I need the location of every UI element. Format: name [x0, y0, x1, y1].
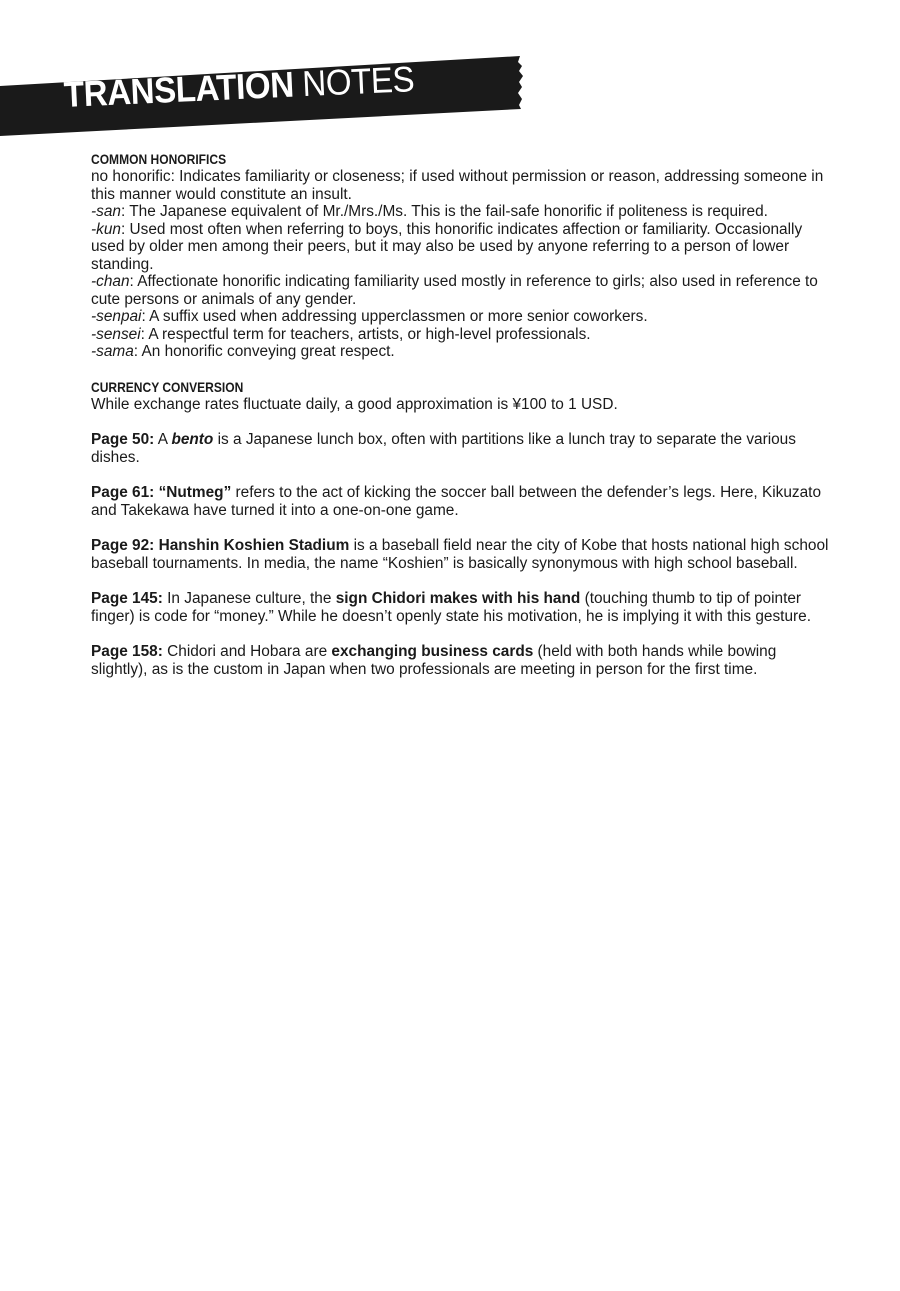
note-term: bento [171, 431, 214, 448]
note-text: (touching thumb to tip of pointer finger) is code for “money.” While he doesn’t openly state his motivation, he is implying it with this gesture. [91, 590, 811, 625]
note-page-158 [91, 643, 831, 678]
honorific-term: -senpai [91, 308, 142, 325]
note-text: In Japanese culture, the [162, 590, 336, 607]
spacer [91, 625, 831, 643]
honorific-entry-san [91, 203, 831, 221]
note-text: A [154, 431, 172, 448]
note-page-label: Page 50: [91, 431, 155, 448]
spacer [91, 572, 831, 590]
spacer [91, 361, 831, 379]
note-page-145 [91, 590, 831, 625]
honorific-entry-senpai [91, 308, 831, 326]
honorific-entry-chan [91, 273, 831, 308]
note-page-50 [91, 431, 831, 466]
page-title-word-2: NOTES [301, 58, 415, 105]
note-text: is a baseball field near the city of Kobe that hosts national high school baseball tournaments. In media, the name “Koshien” is basically synonymous with high school baseball. [91, 537, 829, 572]
note-page-61 [91, 484, 831, 519]
note-term: “Nutmeg” [158, 484, 232, 501]
honorific-definition: : Indicates familiarity or closeness; if used without permission or reason, addressing someone in this manner would constitute an insult. [91, 168, 824, 203]
page-title-word-1: TRANSLATION [63, 63, 295, 115]
honorific-entry-none [91, 168, 831, 203]
note-page-label: Page 145: [91, 590, 163, 607]
honorific-term: -sama [91, 343, 134, 360]
note-term: exchanging business cards [331, 643, 534, 660]
honorific-term: -chan [91, 273, 130, 290]
note-text: Chidori and Hobara are [162, 643, 332, 660]
honorific-definition: : Affectionate honorific indicating familiarity used mostly in reference to girls; also used in reference to cute persons or animals of any gender. [91, 273, 818, 308]
spacer [91, 519, 831, 537]
currency-heading: CURRENCY CONVERSION [91, 378, 244, 395]
spacer [91, 466, 831, 484]
honorific-definition: : A suffix used when addressing upperclassmen or more senior coworkers. [141, 308, 648, 325]
title-banner [0, 56, 524, 136]
honorific-term: no honorific [91, 168, 171, 185]
currency-text: While exchange rates fluctuate daily, a good approximation is ¥100 to 1 USD. [91, 395, 618, 413]
honorific-entry-kun [91, 221, 831, 274]
honorific-entry-sensei [91, 326, 831, 344]
honorific-definition: : A respectful term for teachers, artists, or high-level professionals. [140, 325, 591, 343]
note-term: sign Chidori makes with his hand [335, 590, 581, 607]
honorific-definition: : An honorific conveying great respect. [133, 343, 395, 360]
honorific-definition: : Used most often when referring to boys, this honorific indicates affection or familiarity. Occasionally used by older men among their peers, but it may also be used by anyone referring to a person of lower standing. [91, 220, 803, 273]
note-text: is a Japanese lunch box, often with partitions like a lunch tray to separate the various dishes. [91, 431, 796, 466]
note-page-label: Page 158: [91, 643, 163, 660]
honorific-term: -kun [91, 220, 121, 238]
note-term: Hanshin Koshien Stadium [158, 537, 350, 554]
honorifics-heading: COMMON HONORIFICS [91, 151, 227, 167]
spacer [91, 413, 831, 431]
honorific-term: -sensei [91, 325, 141, 343]
honorific-definition: : The Japanese equivalent of Mr./Mrs./Ms. This is the fail-safe honorific if politeness is required. [120, 203, 768, 220]
note-text: (held with both hands while bowing slightly), as is the custom in Japan when two professionals are meeting in person for the first time. [91, 643, 777, 678]
honorific-term: -san [91, 203, 121, 220]
notes-content [91, 151, 831, 678]
note-page-label: Page 61: [91, 484, 155, 501]
note-page-label: Page 92: [91, 537, 155, 554]
note-text: refers to the act of kicking the soccer ball between the defender’s legs. Here, Kikuzato and Takekawa have turned it into a one-on-one game. [91, 484, 822, 519]
honorific-entry-sama [91, 343, 831, 361]
note-page-92 [91, 537, 831, 572]
